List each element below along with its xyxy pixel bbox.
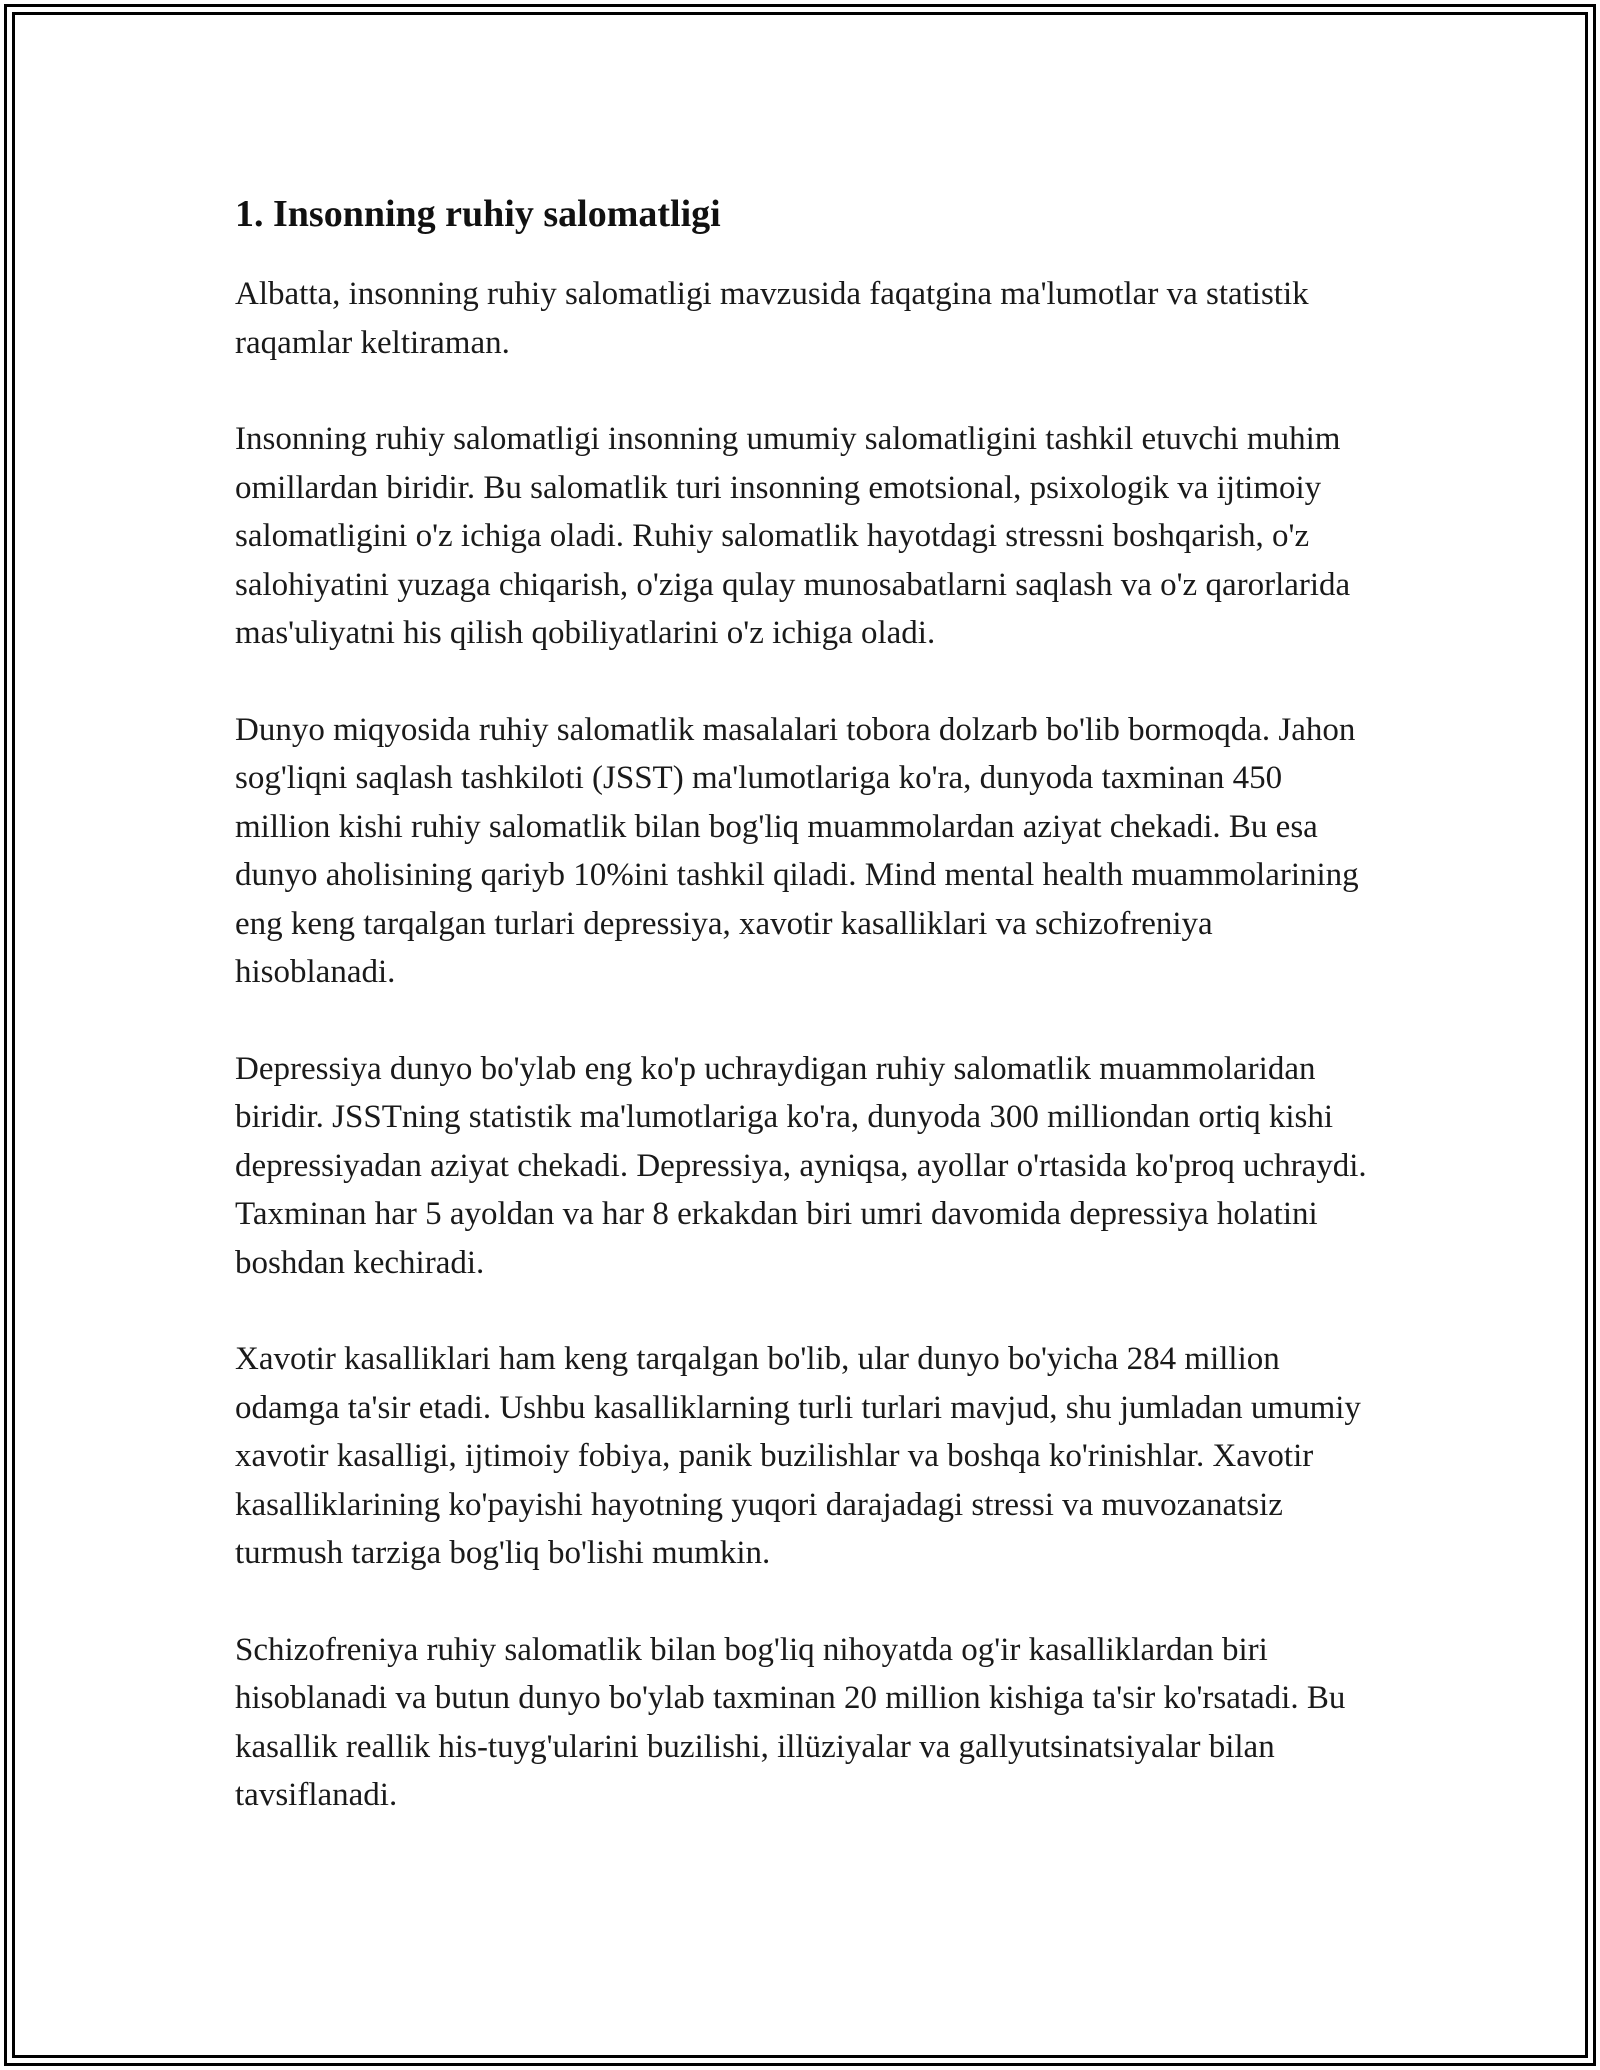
- paragraph-anxiety: Xavotir kasalliklari ham keng tarqalgan bo'lib, ular dunyo bo'yicha 284 million odamga ta'sir etadi. Ushbu kasalliklarning turli turlari mavjud, shu jumladan umumiy xavotir kasalligi, ijtimoiy fobiya, panik buzilishlar va boshqa ko'rinishlar. Xavotir kasalliklarining ko'payishi hayotning yuqori darajadagi stressi va muvozanatsiz turmush tarziga bog'liq bo'lishi mumkin.: [235, 1341, 1361, 1571]
- document-body: [235, 186, 1375, 1868]
- paragraph-definition: Insonning ruhiy salomatligi insonning umumiy salomatligini tashkil etuvchi muhim omillardan biridir. Bu salomatlik turi insonning emotsional, psixologik va ijtimoiy salomatligini o'z ichiga oladi. Ruhiy salomatlik hayotdagi stressni boshqarish, o'z salohiyatini yuzaga chiqarish, o'ziga qulay munosabatlarni saqlash va o'z qarorlarida mas'uliyatni his qilish qobiliyatlarini o'z ichiga oladi.: [235, 421, 1351, 651]
- paragraph-depression: Depressiya dunyo bo'ylab eng ko'p uchraydigan ruhiy salomatlik muammolaridan biridir. JSSTning statistik ma'lumotlariga ko'ra, dunyoda 300 milliondan ortiq kishi depressiyadan aziyat chekadi. Depressiya, ayniqsa, ayollar o'rtasida ko'proq uchraydi. Taxminan har 5 ayoldan va har 8 erkakdan biri umri davomida depressiya holatini boshdan kechiradi.: [235, 1050, 1367, 1281]
- paragraph-global-statistics: Dunyo miqyosida ruhiy salomatlik masalalari tobora dolzarb bo'lib bormoqda. Jahon sog'liqni saqlash tashkiloti (JSST) ma'lumotlariga ko'ra, dunyoda taxminan 450 million kishi ruhiy salomatlik bilan bog'liq muammolardan aziyat chekadi. Bu esa dunyo aholisining qariyb 10%ini tashkil qiladi. Mind mental health muammolarining eng keng tarqalgan turlari depressiya, xavotir kasalliklari va schizofreniya hisoblanadi.: [235, 711, 1359, 990]
- section-heading: 1. Insonning ruhiy salomatligi: [235, 193, 721, 235]
- paragraph-schizophrenia: Schizofreniya ruhiy salomatlik bilan bog'liq nihoyatda og'ir kasalliklardan biri hisoblanadi va butun dunyo bo'ylab taxminan 20 million kishiga ta'sir ko'rsatadi. Bu kasallik reallik his-tuyg'ularini buzilishi, illüziyalar va gallyutsinatsiyalar bilan tavsiflanadi.: [235, 1631, 1346, 1813]
- paragraph-intro: Albatta, insonning ruhiy salomatligi mavzusida faqatgina ma'lumotlar va statistik raqamlar keltiraman.: [235, 276, 1309, 361]
